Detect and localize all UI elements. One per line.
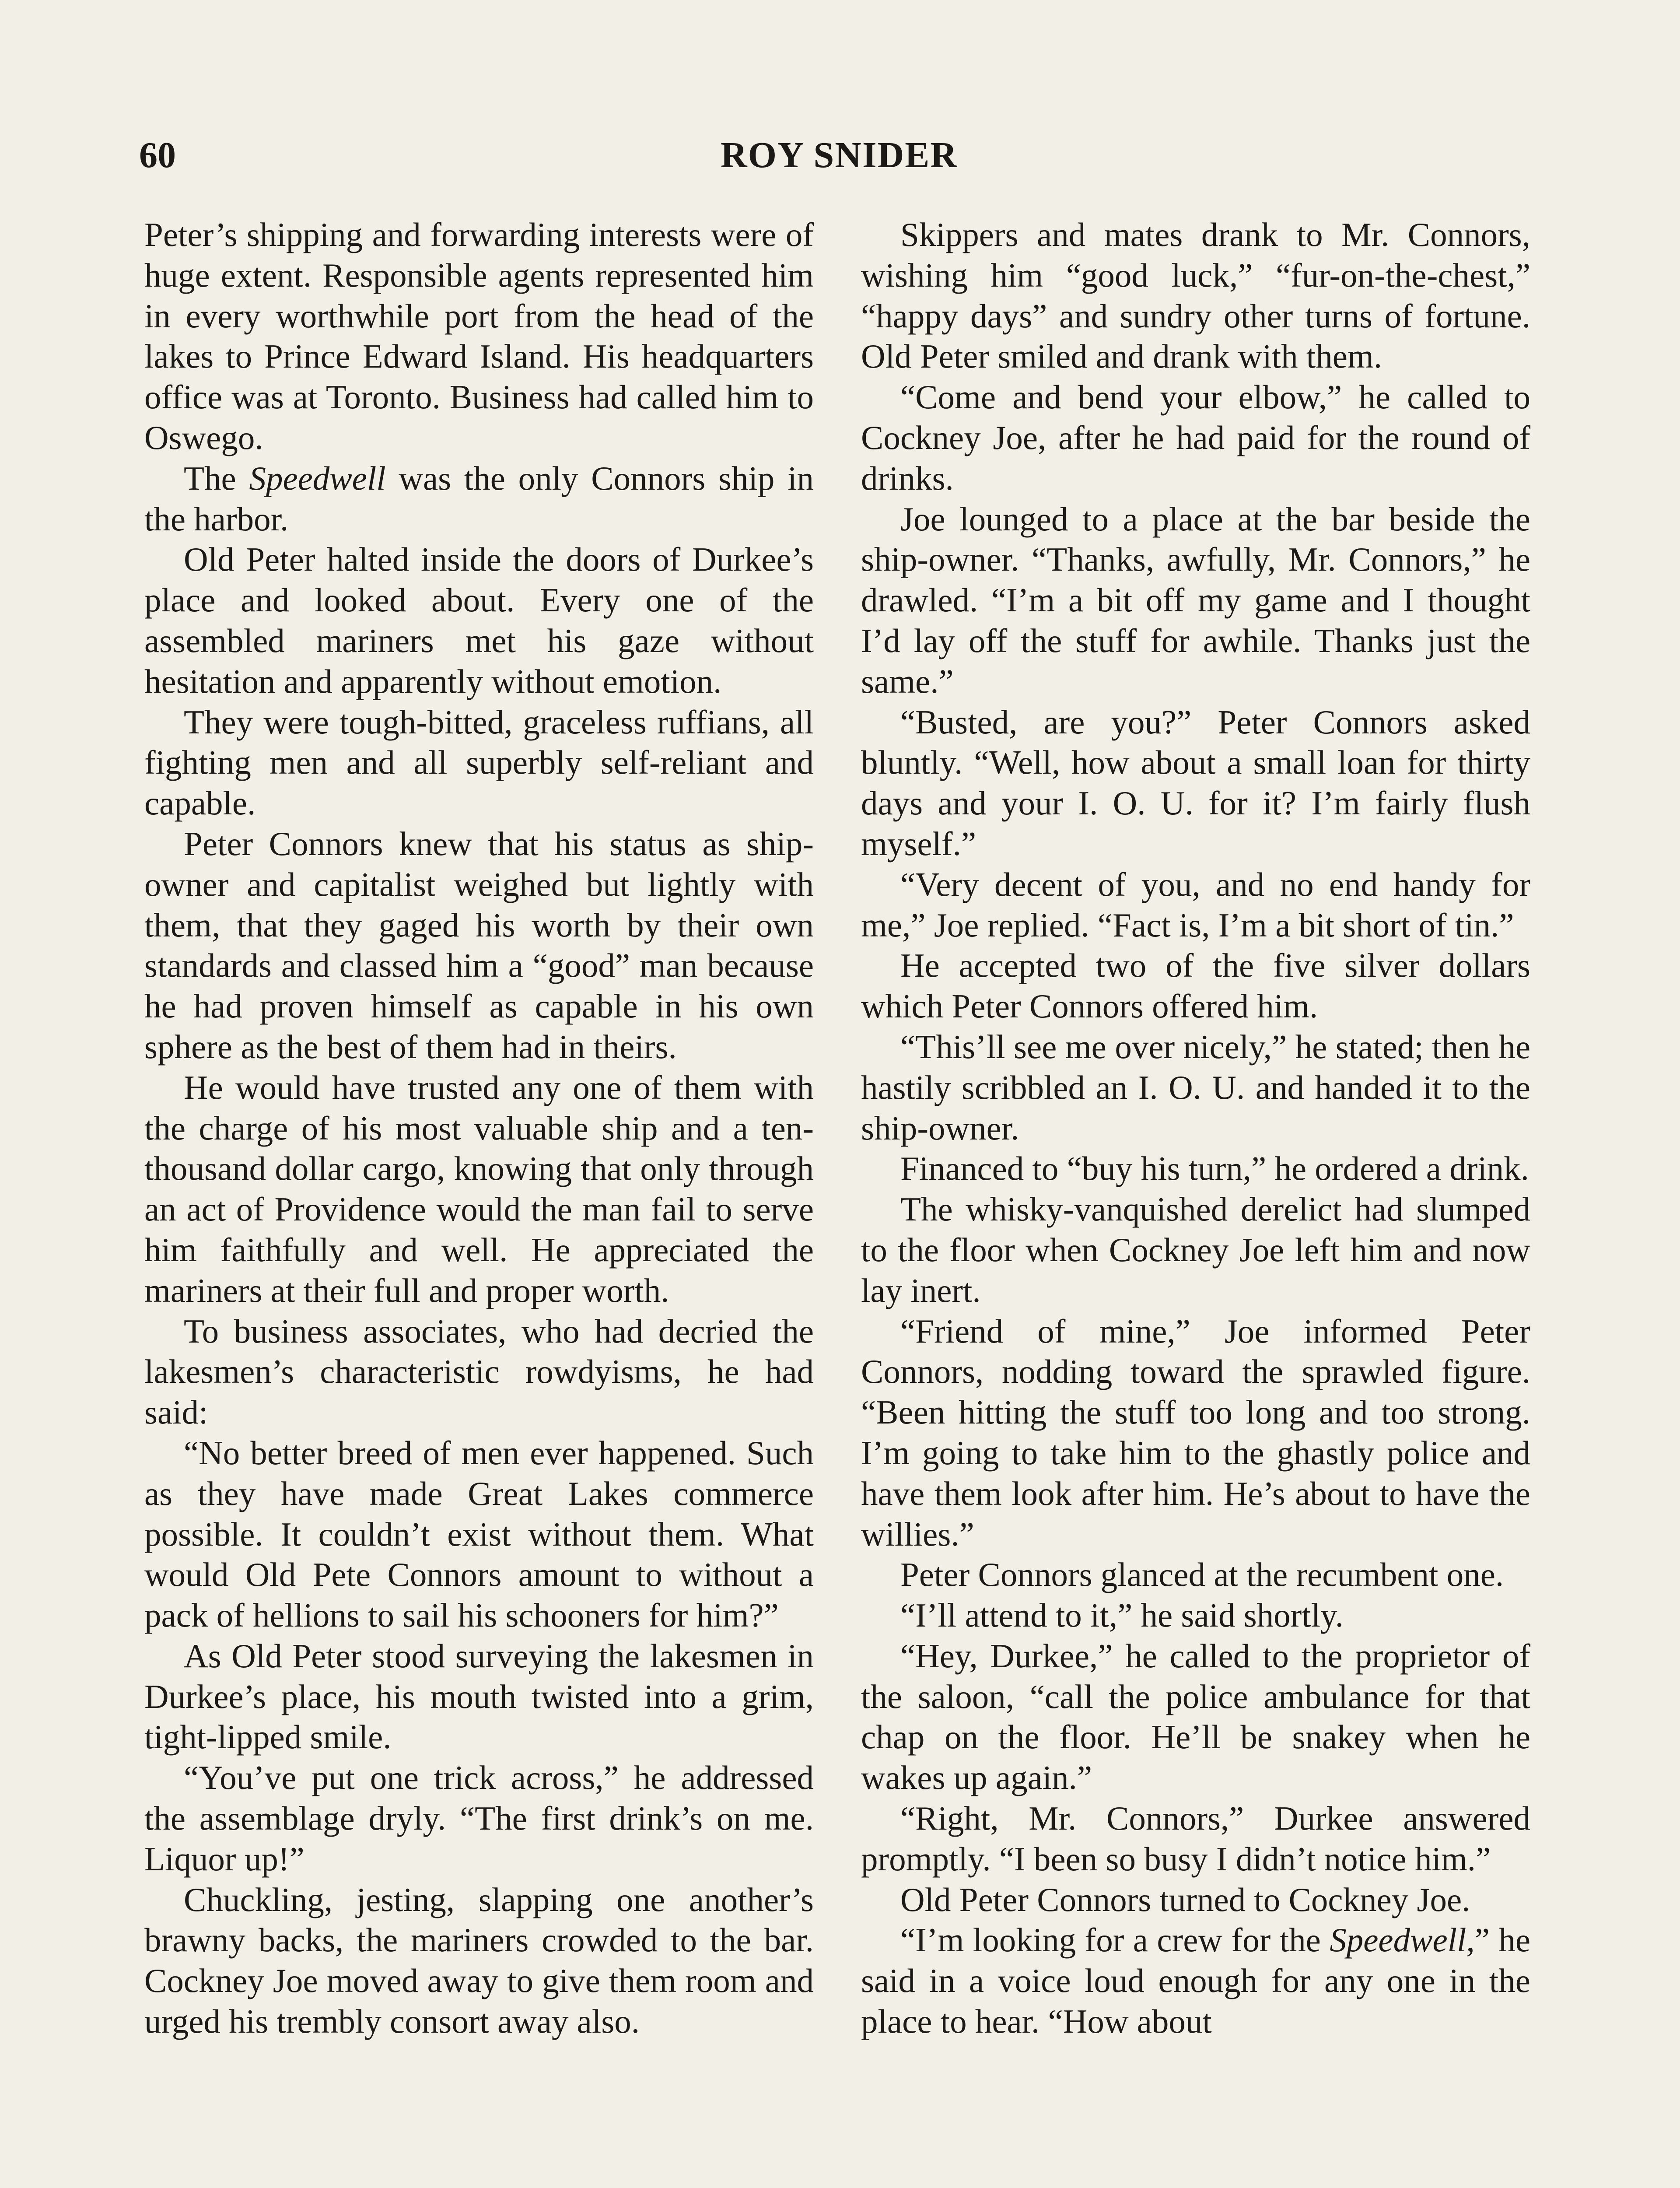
- paragraph: “Hey, Durkee,” he called to the proprietor of the saloon, “call the police ambulance for that chap on the floor. He’ll be snakey when he wakes up again.”: [861, 1637, 1530, 1797]
- paragraph: “You’ve put one trick across,” he addressed the assemblage dryly. “The first drink’s on me. Liquor up!”: [144, 1759, 814, 1878]
- left-column: [144, 214, 814, 2042]
- paragraph: Peter Connors glanced at the recumbent one.: [900, 1556, 1504, 1594]
- paragraph: Old Peter halted inside the doors of Durkee’s place and looked about. Every one of the assembled mariners met his gaze without hesitation and apparently without emotion.: [144, 540, 814, 700]
- paragraph: “I’m looking for a crew for the Speedwell,” he said in a voice loud enough for any one in the place to hear. “How about: [861, 1921, 1530, 2041]
- paragraph: The whisky-vanquished derelict had slumped to the floor when Cockney Joe left him and now lay inert.: [861, 1190, 1530, 1309]
- paragraph: He would have trusted any one of them with the charge of his most valuable ship and a ten-thousand dollar cargo, knowing that only through an act of Providence would the man fail to serve him faithfully and well. He appreciated the mariners at their full and proper worth.: [144, 1068, 814, 1309]
- page-header: [139, 127, 1539, 184]
- running-head: ROY SNIDER: [721, 135, 958, 175]
- page-number: 60: [139, 135, 176, 175]
- paragraph: Peter’s shipping and forwarding interests were of huge extent. Responsible agents represented him in every worthwhile port from the head of the lakes to Prince Edward Island. His headquarters office was at Toronto. Business had called him to Oswego.: [144, 216, 814, 456]
- paragraph: “Busted, are you?” Peter Connors asked bluntly. “Well, how about a small loan for thirty days and your I. O. U. for it? I’m fairly flush myself.”: [861, 703, 1530, 863]
- paragraph: “This’ll see me over nicely,” he stated; then he hastily scribbled an I. O. U. and handed it to the ship-owner.: [861, 1027, 1530, 1147]
- paragraph: “Come and bend your elbow,” he called to Cockney Joe, after he had paid for the round of drinks.: [861, 378, 1530, 497]
- paragraph: Financed to “buy his turn,” he ordered a drink.: [900, 1150, 1529, 1188]
- paragraph: He accepted two of the five silver dollars which Peter Connors offered him.: [861, 947, 1530, 1025]
- paragraph: “Very decent of you, and no end handy for me,” Joe replied. “Fact is, I’m a bit short of tin.”: [861, 865, 1530, 944]
- paragraph: They were tough-bitted, graceless ruffians, all fighting men and all superbly self-reliant and capable.: [144, 703, 814, 822]
- paragraph: To business associates, who had decried the lakesmen’s characteristic rowdyisms, he had said:: [144, 1312, 814, 1431]
- paragraph: “Right, Mr. Connors,” Durkee answered promptly. “I been so busy I didn’t notice him.”: [861, 1799, 1530, 1878]
- paragraph: “Friend of mine,” Joe informed Peter Connors, nodding toward the sprawled figure. “Been hitting the stuff too long and too strong. I’m going to take him to the ghastly police and have them look after him. He’s about to have the willies.”: [861, 1312, 1530, 1553]
- paragraph: Chuckling, jesting, slapping one another’s brawny backs, the mariners crowded to the bar. Cockney Joe moved away to give them room and urged his trembly consort away also.: [144, 1880, 814, 2041]
- paragraph: The Speedwell was the only Connors ship in the harbor.: [144, 459, 814, 538]
- paragraph: “I’ll attend to it,” he said shortly.: [900, 1596, 1344, 1634]
- paragraph: “No better breed of men ever happened. Such as they have made Great Lakes commerce possible. It couldn’t exist without them. What would Old Pete Connors amount to without a pack of hellions to sail his schooners for him?”: [144, 1434, 814, 1634]
- paragraph: Skippers and mates drank to Mr. Connors, wishing him “good luck,” “fur-on-the-chest,” “happy days” and sundry other turns of fortune. Old Peter smiled and drank with them.: [861, 216, 1530, 375]
- paragraph: As Old Peter stood surveying the lakesmen in Durkee’s place, his mouth twisted into a grim, tight-lipped smile.: [144, 1637, 814, 1756]
- right-column: [861, 214, 1530, 2042]
- paragraph: Joe lounged to a place at the bar beside the ship-owner. “Thanks, awfully, Mr. Connors,” he drawled. “I’m a bit off my game and I thought I’d lay off the stuff for awhile. Thanks just the same.”: [861, 500, 1530, 700]
- paragraph: Old Peter Connors turned to Cockney Joe.: [900, 1880, 1470, 1918]
- paragraph: Peter Connors knew that his status as ship-owner and capitalist weighed but lightly with them, that they gaged his worth by their own standards and classed him a “good” man because he had proven himself as capable in his own sphere as the best of them had in theirs.: [144, 824, 814, 1066]
